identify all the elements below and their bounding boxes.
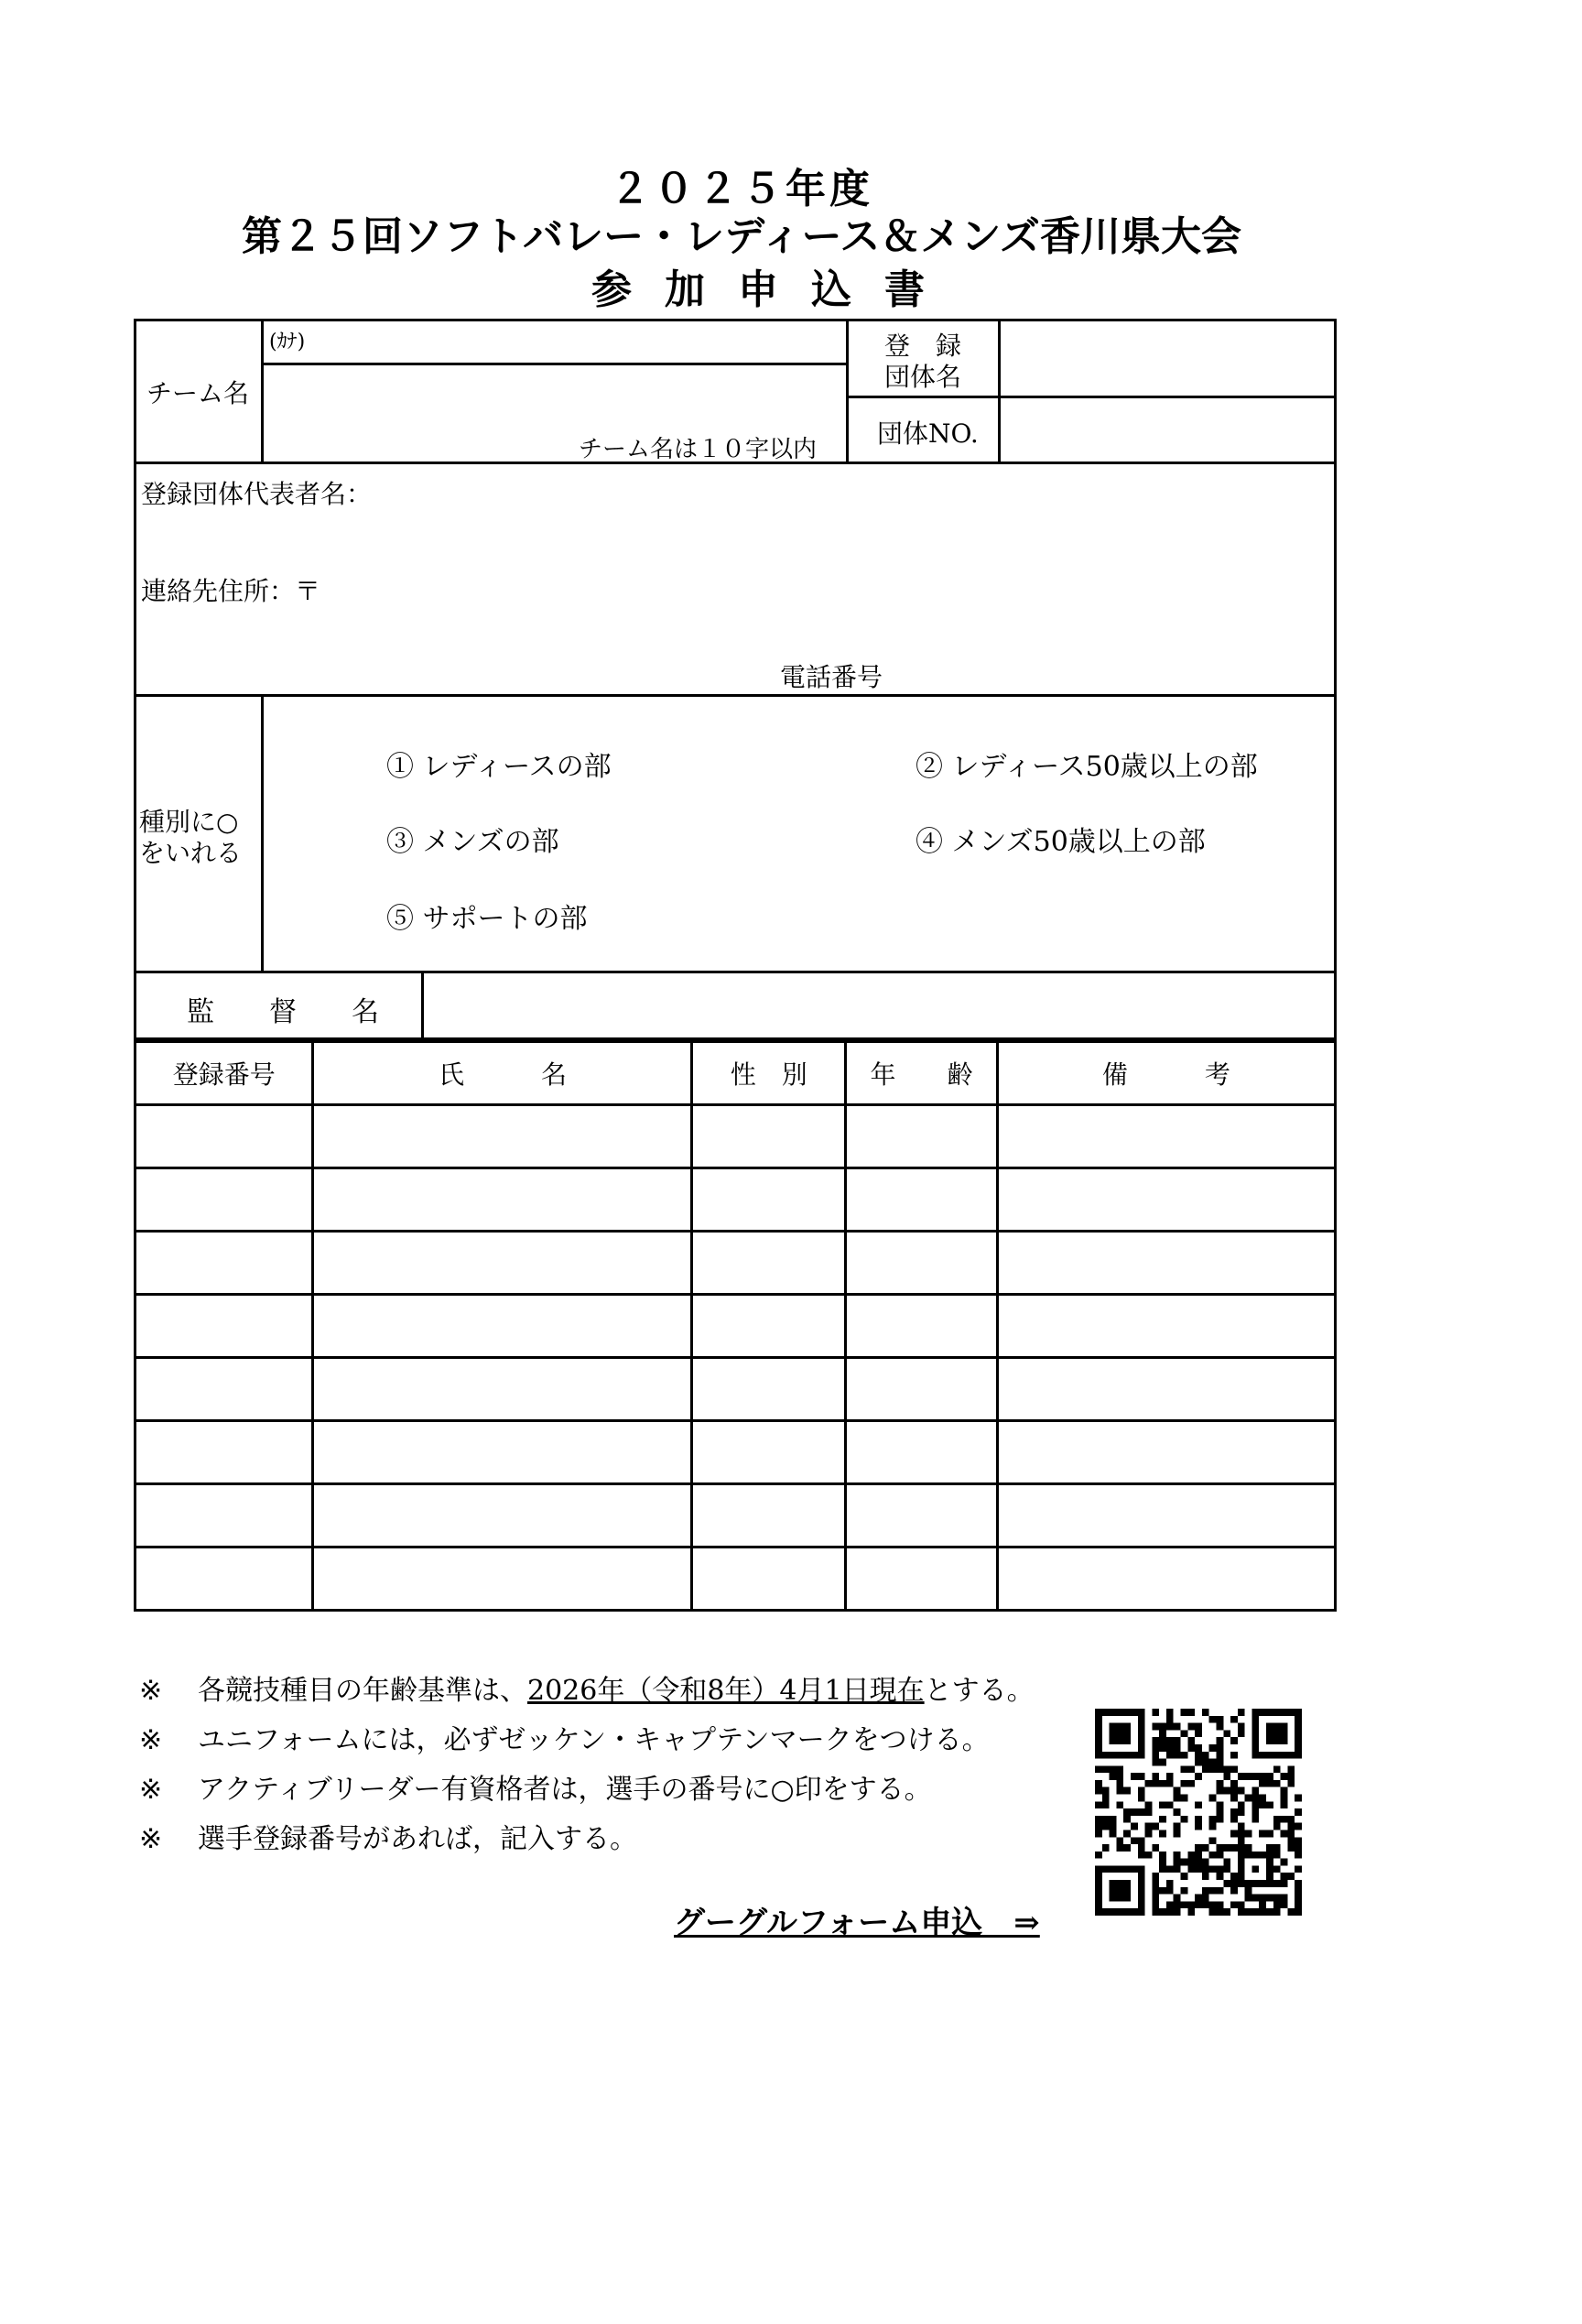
org-row-divider [846, 396, 1337, 398]
cell-remarks[interactable] [997, 1295, 1335, 1358]
note-age-basis [139, 1667, 1035, 1716]
org-name-label-2: 団体名 [884, 362, 962, 392]
note-mark: ※ [139, 1724, 163, 1756]
contact-section-bottom [134, 694, 1337, 697]
org-no-field[interactable] [1003, 399, 1333, 460]
cell-remarks[interactable] [997, 1105, 1335, 1168]
roster-row [135, 1168, 1336, 1232]
rep-name-label: 登録団体代表者名： [141, 479, 373, 509]
cell-registration-number[interactable] [135, 1421, 313, 1484]
cell-gender[interactable] [692, 1484, 846, 1548]
cell-age[interactable] [846, 1358, 998, 1421]
col-name: 氏 名 [313, 1042, 692, 1105]
cell-age[interactable] [846, 1168, 998, 1232]
cell-registration-number[interactable] [135, 1358, 313, 1421]
note-registration-number [139, 1815, 1035, 1864]
roster-row [135, 1484, 1336, 1548]
cell-remarks[interactable] [997, 1358, 1335, 1421]
cell-remarks[interactable] [997, 1548, 1335, 1611]
note-mark: ※ [139, 1774, 163, 1806]
cell-gender[interactable] [692, 1421, 846, 1484]
team-name-label: チーム名 [146, 378, 250, 408]
cell-gender[interactable] [692, 1295, 846, 1358]
cell-age[interactable] [846, 1105, 998, 1168]
org-no-label: 団体NO. [877, 418, 979, 449]
cell-age[interactable] [846, 1484, 998, 1548]
org-name-label-1: 登 録 [884, 331, 962, 361]
coach-label: 監 督 名 [187, 996, 379, 1028]
note-text: 選手登録番号があれば，記入する。 [198, 1823, 637, 1855]
cell-registration-number[interactable] [135, 1232, 313, 1295]
category-option-ladies[interactable]: ① レディースの部 [386, 751, 612, 783]
note-text-end: とする。 [924, 1675, 1035, 1707]
category-option-support[interactable]: ⑤ サポートの部 [386, 903, 588, 935]
cell-name[interactable] [313, 1484, 692, 1548]
cell-name[interactable] [313, 1548, 692, 1611]
cell-remarks[interactable] [997, 1484, 1335, 1548]
roster-header-row [135, 1042, 1336, 1105]
note-underlined: 2026年（令和8年）4月1日現在 [527, 1675, 925, 1707]
cell-remarks[interactable] [997, 1421, 1335, 1484]
note-mark: ※ [139, 1675, 163, 1707]
cell-registration-number[interactable] [135, 1548, 313, 1611]
cell-registration-number[interactable] [135, 1168, 313, 1232]
team-name-limit-note: チーム名は１０字以内 [579, 436, 818, 463]
roster-row [135, 1105, 1336, 1168]
cell-age[interactable] [846, 1232, 998, 1295]
org-value-divider [998, 319, 1001, 463]
title-form-name: 参加申込書 [591, 266, 958, 313]
cell-remarks[interactable] [997, 1232, 1335, 1295]
note-active-leader [139, 1765, 1035, 1815]
notes [139, 1667, 1035, 1864]
roster-row [135, 1358, 1336, 1421]
category-section-bottom [134, 971, 1337, 973]
category-label-1: 種別に○ [139, 807, 239, 837]
category-label-2: をいれる [139, 838, 243, 868]
cell-name[interactable] [313, 1232, 692, 1295]
phone-label: 電話番号 [780, 662, 883, 692]
team-name-divider [846, 319, 849, 463]
col-gender: 性 別 [692, 1042, 846, 1105]
cell-name[interactable] [313, 1105, 692, 1168]
team-label-divider [261, 319, 264, 463]
org-name-field[interactable] [1003, 322, 1333, 394]
col-age: 年 齢 [846, 1042, 998, 1105]
category-option-mens-50[interactable]: ④ メンズ50歳以上の部 [916, 826, 1206, 858]
cell-registration-number[interactable] [135, 1105, 313, 1168]
coach-divider [421, 971, 424, 1040]
col-registration-number: 登録番号 [135, 1042, 313, 1105]
roster-row [135, 1295, 1336, 1358]
category-option-mens[interactable]: ③ メンズの部 [386, 826, 559, 858]
roster-body [135, 1105, 1336, 1611]
cell-name[interactable] [313, 1168, 692, 1232]
title-year: ２０２５年度 [610, 166, 873, 212]
roster-row [135, 1548, 1336, 1611]
note-text: ユニフォームには，必ずゼッケン・キャプテンマークをつける。 [198, 1724, 990, 1756]
note-uniform [139, 1716, 1035, 1765]
cell-registration-number[interactable] [135, 1295, 313, 1358]
qr-code-icon[interactable] [1095, 1709, 1302, 1916]
category-option-ladies-50[interactable]: ② レディース50歳以上の部 [916, 751, 1258, 783]
cell-remarks[interactable] [997, 1168, 1335, 1232]
title-event: 第２５回ソフトバレー・レディース＆メンズ香川県大会 [241, 213, 1242, 260]
cell-gender[interactable] [692, 1168, 846, 1232]
team-kana-label: (ｶﾅ) [269, 331, 306, 353]
roster-row [135, 1232, 1336, 1295]
google-form-link[interactable]: グーグルフォーム申込 ⇒ [674, 1905, 1040, 1941]
kana-divider [261, 363, 847, 365]
coach-name-field[interactable] [427, 974, 1333, 1038]
category-label-divider [261, 694, 264, 971]
cell-name[interactable] [313, 1358, 692, 1421]
note-text: 各競技種目の年齢基準は、 [198, 1675, 527, 1707]
cell-age[interactable] [846, 1295, 998, 1358]
col-remarks: 備 考 [997, 1042, 1335, 1105]
cell-age[interactable] [846, 1548, 998, 1611]
cell-age[interactable] [846, 1421, 998, 1484]
cell-registration-number[interactable] [135, 1484, 313, 1548]
roster-table [134, 1040, 1337, 1612]
cell-name[interactable] [313, 1421, 692, 1484]
roster-row [135, 1421, 1336, 1484]
cell-gender[interactable] [692, 1358, 846, 1421]
cell-gender[interactable] [692, 1548, 846, 1611]
note-text: アクティブリーダー有資格者は，選手の番号に○印をする。 [198, 1774, 932, 1806]
address-label: 連絡先住所：〒 [141, 576, 321, 606]
cell-name[interactable] [313, 1295, 692, 1358]
cell-gender[interactable] [692, 1232, 846, 1295]
cell-gender[interactable] [692, 1105, 846, 1168]
note-mark: ※ [139, 1823, 163, 1855]
